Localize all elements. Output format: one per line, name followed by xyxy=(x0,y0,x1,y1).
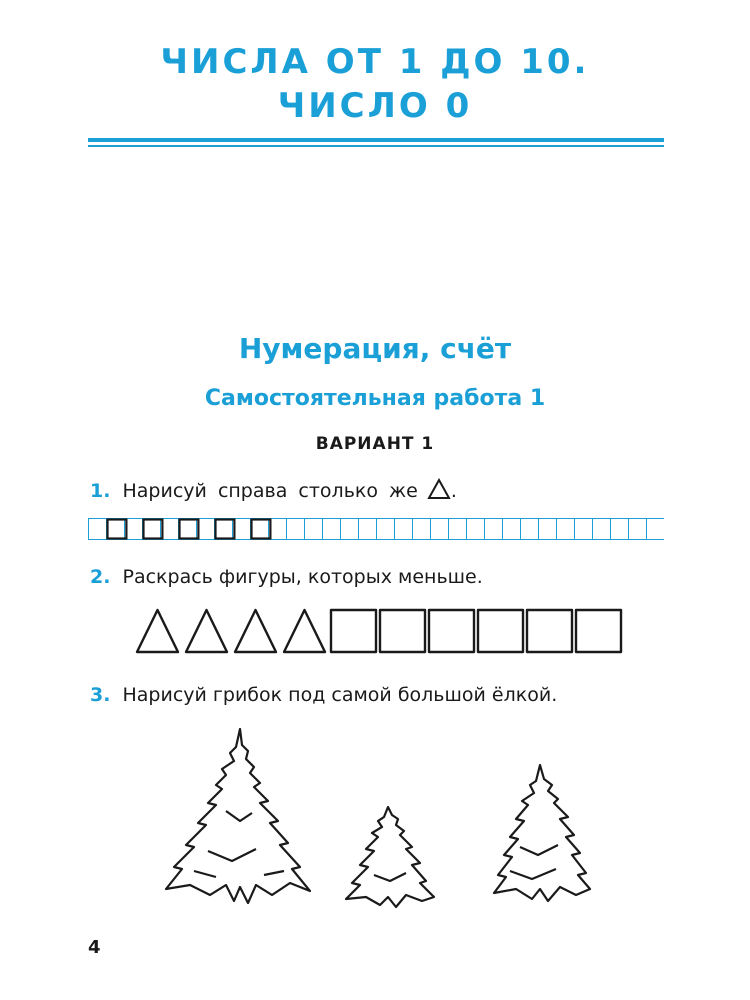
square-icon xyxy=(180,520,199,539)
task-3 xyxy=(90,684,557,706)
task-2 xyxy=(90,566,483,588)
answer-grid[interactable] xyxy=(88,518,664,540)
task-1-word: справа xyxy=(217,480,288,502)
grid-cell[interactable] xyxy=(611,519,629,540)
square-icon xyxy=(144,520,163,539)
square-icon xyxy=(216,520,235,539)
square-icon xyxy=(252,520,271,539)
grid-cell[interactable] xyxy=(503,519,521,540)
grid-cell[interactable] xyxy=(89,519,107,540)
grid-cell[interactable] xyxy=(143,519,161,540)
triangle-icon xyxy=(427,478,451,500)
task-2-number: 2. xyxy=(90,566,111,588)
square-icon[interactable] xyxy=(527,610,572,652)
grid-cell[interactable] xyxy=(521,519,539,540)
triangle-icon[interactable] xyxy=(186,610,227,652)
small-tree-icon[interactable] xyxy=(346,807,434,907)
chapter-title-line2: ЧИСЛО 0 xyxy=(277,86,473,126)
grid-cell[interactable] xyxy=(593,519,611,540)
grid-cell[interactable] xyxy=(377,519,395,540)
grid-cell[interactable] xyxy=(467,519,485,540)
grid-cell[interactable] xyxy=(215,519,233,540)
grid-cell[interactable] xyxy=(107,519,125,540)
square-icon[interactable] xyxy=(478,610,523,652)
task-1 xyxy=(90,478,457,502)
grid-cell[interactable] xyxy=(539,519,557,540)
grid-cell[interactable] xyxy=(341,519,359,540)
trees-illustration xyxy=(160,725,620,925)
task-1-word: столько xyxy=(298,480,378,502)
grid-cell[interactable] xyxy=(629,519,647,540)
triangle-icon[interactable] xyxy=(284,610,325,652)
task-1-tail: . xyxy=(450,480,457,502)
large-tree-icon[interactable] xyxy=(166,729,310,903)
grid-cell[interactable] xyxy=(287,519,305,540)
grid-cell[interactable] xyxy=(647,519,665,540)
grid-cell[interactable] xyxy=(305,519,323,540)
grid-cell[interactable] xyxy=(179,519,197,540)
triangle-icon[interactable] xyxy=(235,610,276,652)
square-icon[interactable] xyxy=(380,610,425,652)
title-rule-thin xyxy=(88,145,664,147)
task-3-text: Нарисуй грибок под самой большой ёлкой. xyxy=(122,684,558,706)
title-rule-thick xyxy=(88,138,664,142)
grid-cell[interactable] xyxy=(323,519,341,540)
grid-cell[interactable] xyxy=(449,519,467,540)
variant-label: ВАРИАНТ 1 xyxy=(315,434,435,454)
task-2-text: Раскрась фигуры, которых меньше. xyxy=(122,566,483,588)
grid-cell[interactable] xyxy=(251,519,269,540)
page-number: 4 xyxy=(88,937,101,958)
chapter-title-line1: ЧИСЛА ОТ 1 ДО 10. xyxy=(160,42,590,82)
grid-cell[interactable] xyxy=(395,519,413,540)
section-title: Нумерация, счёт xyxy=(238,332,512,365)
grid-cell[interactable] xyxy=(413,519,431,540)
grid-cell[interactable] xyxy=(431,519,449,540)
grid-cell[interactable] xyxy=(485,519,503,540)
task-1-word: же xyxy=(389,480,418,502)
chapter-title xyxy=(0,40,750,128)
task-1-word: Нарисуй xyxy=(122,480,207,502)
task-3-number: 3. xyxy=(90,684,111,706)
shapes-row xyxy=(133,607,623,655)
square-icon[interactable] xyxy=(429,610,474,652)
medium-tree-icon[interactable] xyxy=(494,765,590,901)
task-1-number: 1. xyxy=(90,480,111,502)
square-icon[interactable] xyxy=(331,610,376,652)
triangle-icon[interactable] xyxy=(137,610,178,652)
grid-cell[interactable] xyxy=(557,519,575,540)
grid-cell[interactable] xyxy=(359,519,377,540)
square-icon xyxy=(108,520,127,539)
grid-cell[interactable] xyxy=(575,519,593,540)
work-title: Самостоятельная работа 1 xyxy=(204,386,546,411)
square-icon[interactable] xyxy=(576,610,621,652)
